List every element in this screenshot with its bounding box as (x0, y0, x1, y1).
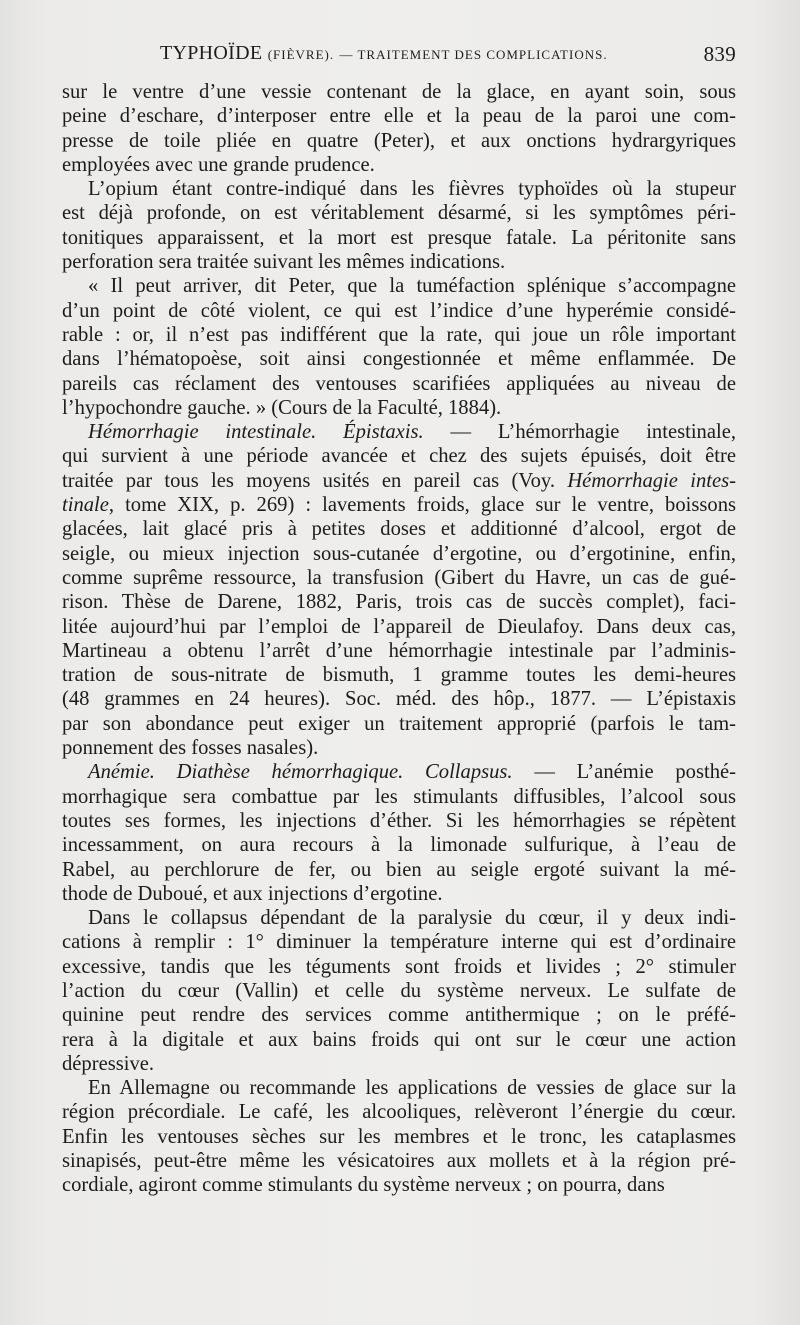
text-line (62, 760, 736, 784)
page-number: 839 (703, 42, 736, 66)
text-line: pareils cas réclament des ventouses scarifiées appliquées au niveau de (62, 372, 736, 395)
text-line (62, 469, 736, 493)
text-line: excessive, tandis que les téguments sont froids et livides ; 2° stimuler (62, 955, 736, 978)
running-title (160, 42, 608, 65)
text-line: est déjà profonde, on est véritablement désarmé, si les symptômes péri- (62, 202, 736, 225)
text-line: toutes ses formes, les injections d’éther. Si les hémorrhagies se répètent (62, 809, 736, 832)
text-line: qui survient à une période avancée et chez des sujets épuisés, doit être (62, 445, 736, 468)
text-line: seigle, ou mieux injection sous-cutanée d’ergotine, ou d’ergotinine, enfin, (62, 542, 736, 565)
text-line: employées avec une grande prudence. (62, 153, 375, 176)
text-line: quinine peut rendre des services comme antithermique ; on le préfé- (62, 1004, 736, 1027)
text-line: L’opium étant contre-indiqué dans les fièvres typhoïdes où la stupeur (88, 178, 736, 201)
text-line: rable : or, il n’est pas indifférent que la rate, qui joue un rôle important (62, 323, 736, 346)
running-header (62, 42, 736, 68)
text-line: incessamment, on aura recours à la limonade sulfurique, à l’eau de (62, 834, 736, 857)
body-text (62, 80, 736, 1198)
text-line: Enfin les ventouses sèches sur les membres et le tronc, les cataplasmes (62, 1125, 736, 1148)
text-line: cations à remplir : 1° diminuer la température interne qui est d’ordinaire (62, 931, 736, 954)
text-line: glacées, lait glacé pris à petites doses et additionné d’alcool, ergot de (62, 518, 736, 541)
text-line: « Il peut arriver, dit Peter, que la tuméfaction splénique s’accompagne (88, 275, 736, 298)
text-line: thode de Duboué, et aux injections d’ergotine. (62, 882, 443, 905)
text-line: dans l’hématopoèse, soit ainsi congestionnée et même enflammée. De (62, 348, 736, 371)
text-line: par son abondance peut exiger un traitement approprié (parfois le tam- (62, 712, 736, 735)
title-main: TYPHOÏDE (160, 42, 263, 64)
text-line: Rabel, au perchlorure de fer, ou bien au seigle ergoté suivant la mé- (62, 858, 736, 881)
text-line: ponnement des fosses nasales). (62, 737, 319, 760)
text-line: morrhagique sera combattue par les stimulants diffusibles, l’alcool sous (62, 785, 736, 808)
text-line: l’action du cœur (Vallin) et celle du système nerveux. Le sulfate de (62, 979, 736, 1002)
text-line: litée aujourd’hui par l’emploi de l’appareil de Dieulafoy. Dans deux cas, (62, 615, 736, 638)
italic-heading: Anémie. Diathèse hémorrhagique. Collapsus. (88, 761, 513, 784)
text-line: Martineau a obtenu l’arrêt d’une hémorrhagie intestinale par l’adminis- (62, 639, 736, 662)
text-line (62, 420, 736, 444)
text-line: tonitiques apparaissent, et la mort est presque fatale. La péritonite sans (62, 226, 736, 249)
italic-heading: tinale (62, 494, 109, 517)
title-rest: — TRAITEMENT DES COMPLICATIONS. (339, 47, 608, 62)
text-line: sinapisés, peut-être même les vésicatoires aux mollets et à la région pré- (62, 1150, 736, 1173)
text-line: l’hypochondre gauche. » (Cours de la Faculté, 1884). (62, 396, 502, 419)
text-line (62, 493, 736, 517)
text-run: — L’hémorrhagie intestinale, (423, 421, 736, 444)
text-line: perforation sera traitée suivant les mêmes indications. (62, 251, 506, 274)
title-paren: (FIÈVRE). (267, 47, 335, 62)
text-line: dépressive. (62, 1052, 155, 1075)
text-run: — L’anémie posthé- (512, 761, 736, 784)
text-line: tration de sous-nitrate de bismuth, 1 gramme toutes les demi-heures (62, 664, 736, 687)
text-line: sur le ventre d’une vessie contenant de la glace, en ayant soin, sous (62, 81, 736, 103)
text-line: En Allemagne ou recommande les applications de vessies de glace sur la (88, 1077, 736, 1100)
text-line: rison. Thèse de Darene, 1882, Paris, trois cas de succès complet), faci- (62, 591, 736, 614)
text-line: peine d’eschare, d’interposer entre elle et la peau de la paroi une com- (62, 105, 736, 128)
text-line: région précordiale. Le café, les alcooliques, relèveront l’énergie du cœur. (62, 1101, 736, 1124)
text-line: rera à la digitale et aux bains froids qui ont sur le cœur une action (62, 1028, 736, 1051)
text-line: comme suprême ressource, la transfusion (Gibert du Havre, un cas de gué- (62, 566, 736, 589)
italic-heading: Hémorrhagie intestinale. Épistaxis. (88, 421, 424, 444)
text-line: d’un point de côté violent, ce qui est l’indice d’une hyperémie considé- (62, 299, 736, 322)
text-run: traitée par tous les moyens usités en pareil cas (Voy. (62, 469, 568, 492)
text-line: presse de toile pliée en quatre (Peter), et aux onctions hydrargyriques (62, 129, 736, 152)
text-line: Dans le collapsus dépendant de la paralysie du cœur, il y deux indi- (88, 907, 736, 930)
text-line: cordiale, agiront comme stimulants du système nerveux ; on pourra, dans (62, 1174, 665, 1197)
text-line: (48 grammes en 24 heures). Soc. méd. des hôp., 1877. — L’épistaxis (62, 688, 736, 711)
italic-heading: Hémorrhagie intes- (567, 469, 736, 492)
text-run: , tome XIX, p. 269) : lavements froids, glace sur le ventre, boissons (108, 494, 736, 517)
